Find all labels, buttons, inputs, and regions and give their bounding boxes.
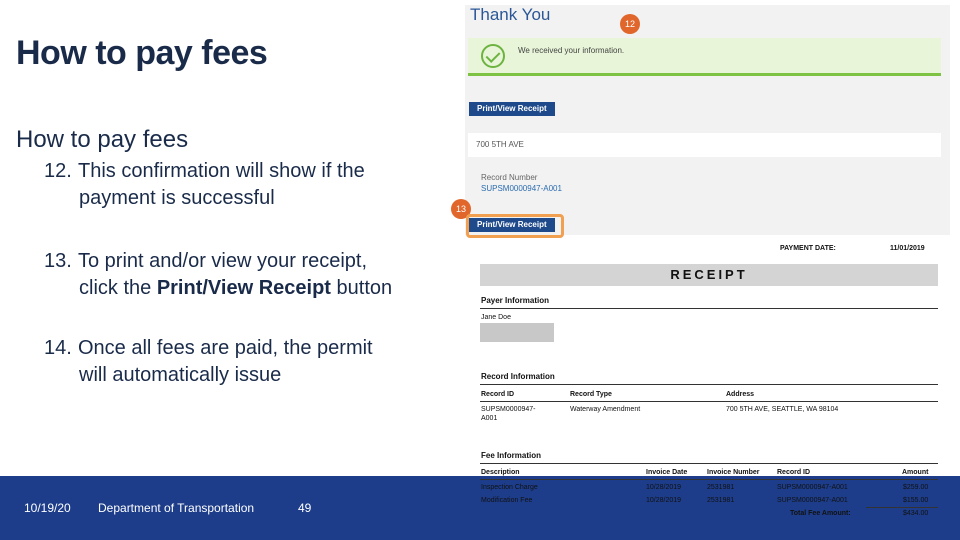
print-view-receipt-button[interactable]: Print/View Receipt (469, 102, 555, 116)
record-number-link[interactable]: SUPSM0000947-A001 (481, 184, 562, 193)
fee-row-2-invoice: 2531981 (707, 497, 735, 504)
fee-info-heading: Fee Information (481, 451, 542, 460)
step-badge-13: 13 (451, 199, 471, 219)
step-text-line2: will automatically issue (79, 364, 282, 386)
fee-row-2-record: SUPSM0000947-A001 (777, 497, 848, 504)
divider (480, 479, 938, 480)
total-fee-label: Total Fee Amount: (790, 510, 851, 517)
fee-row-1-amount: $259.00 (903, 484, 929, 491)
step-text-line1: This confirmation will show if the (78, 160, 365, 182)
footer-date: 10/19/20 (24, 501, 71, 515)
divider (480, 401, 938, 402)
fee-col-invoice-date: Invoice Date (646, 469, 688, 476)
record-number-label: Record Number (481, 173, 538, 182)
step-text-pre: click the (79, 277, 157, 299)
step-text-post: button (330, 277, 393, 299)
step-14 (44, 335, 373, 389)
step-12 (44, 158, 365, 212)
record-id-line1: SUPSM0000947- (481, 406, 536, 413)
redacted-block (480, 323, 554, 342)
address-box (468, 133, 941, 157)
subheading: How to pay fees (16, 126, 189, 153)
step-number: 13. (44, 250, 72, 272)
divider (480, 384, 938, 385)
step-text-line1: Once all fees are paid, the permit (78, 337, 373, 359)
record-info-heading: Record Information (481, 372, 555, 381)
total-divider (866, 507, 938, 508)
fee-row-2-date: 10/28/2019 (646, 497, 682, 504)
record-type-value: Waterway Amendment (570, 406, 641, 413)
payer-name: Jane Doe (481, 314, 511, 321)
slide-title: How to pay fees (16, 34, 268, 72)
record-id-line2: A001 (481, 415, 498, 422)
payer-info-heading: Payer Information (481, 296, 550, 305)
step-text-bold: Print/View Receipt (156, 277, 331, 299)
step-text-line2 (44, 275, 392, 302)
payment-date-label: PAYMENT DATE: (780, 245, 836, 252)
divider (480, 463, 938, 464)
fee-col-invoice-number: Invoice Number (707, 469, 760, 476)
success-message: We received your information. (518, 46, 625, 55)
fee-row-1-invoice: 2531981 (707, 484, 735, 491)
print-view-receipt-button-highlighted[interactable]: Print/View Receipt (469, 218, 555, 232)
address-text: 700 5TH AVE (476, 140, 524, 149)
fee-row-2-amount: $155.00 (903, 497, 929, 504)
record-col-id: Record ID (481, 391, 515, 398)
record-address-value: 700 5TH AVE, SEATTLE, WA 98104 (726, 406, 839, 413)
success-banner (468, 38, 941, 76)
step-text-line2: payment is successful (79, 187, 275, 209)
total-fee-amount: $434.00 (903, 510, 929, 517)
fee-col-description: Description (481, 469, 520, 476)
fee-row-1-description: Inspection Charge (481, 484, 538, 491)
footer-department: Department of Transportation (98, 501, 255, 515)
footer-page-number: 49 (298, 501, 312, 515)
step-badge-12: 12 (620, 14, 640, 34)
divider (480, 308, 938, 309)
step-number: 12. (44, 160, 72, 182)
fee-row-1-date: 10/28/2019 (646, 484, 682, 491)
step-13 (44, 248, 392, 302)
record-col-address: Address (726, 391, 755, 398)
record-col-type: Record Type (570, 391, 612, 398)
fee-row-1-record: SUPSM0000947-A001 (777, 484, 848, 491)
fee-row-2-description: Modification Fee (481, 497, 533, 504)
thank-you-heading: Thank You (470, 5, 551, 24)
receipt-title: RECEIPT (670, 267, 748, 282)
check-circle-icon (481, 44, 505, 68)
fee-col-record-id: Record ID (777, 469, 811, 476)
fee-col-amount: Amount (902, 469, 929, 476)
payment-date-value: 11/01/2019 (890, 245, 925, 252)
step-number: 14. (44, 337, 72, 359)
step-text-line1: To print and/or view your receipt, (78, 250, 368, 272)
